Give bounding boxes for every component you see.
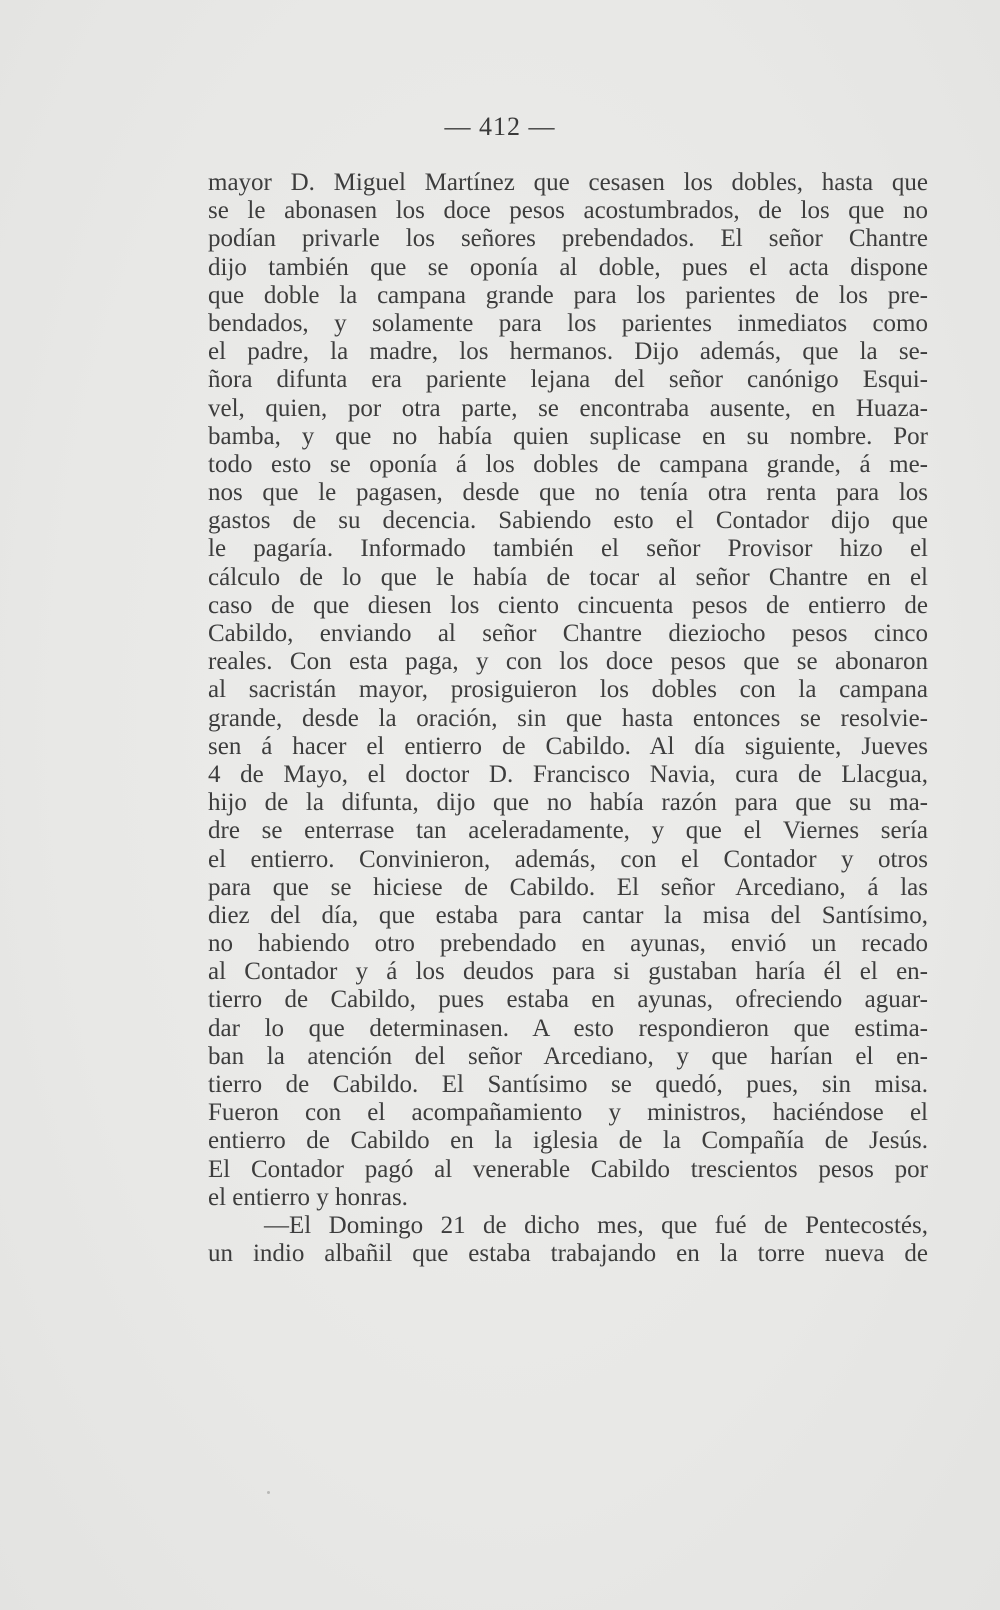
paragraph-start-line: —El Domingo 21 de dicho mes, que fué de Pentecostés, [264,1211,928,1239]
text-line: vel, quien, por otra parte, se encontraba ausente, en Huaza- [208,394,928,422]
text-line: ñora difunta era pariente lejana del señor canónigo Esqui- [208,366,928,394]
text-line: no habiendo otro prebendado en ayunas, envió un recado [208,930,928,958]
text-line: se le abonasen los doce pesos acostumbrados, de los que no [208,197,928,225]
text-line: podían privarle los señores prebendados. El señor Chantre [208,225,928,253]
text-line: reales. Con esta paga, y con los doce pesos que se abonaron [208,648,928,676]
paragraph-end-line: el entierro y honras. [208,1183,408,1211]
text-line: mayor D. Miguel Martínez que cesasen los dobles, hasta que [208,169,928,196]
text-line: 4 de Mayo, el doctor D. Francisco Navia, cura de Llacgua, [208,760,928,788]
text-line: dar lo que determinasen. A esto respondieron que estima- [208,1014,928,1042]
text-line: bamba, y que no había quien suplicase en su nombre. Por [208,422,928,450]
text-line: un indio albañil que estaba trabajando en la torre nueva de [208,1240,928,1268]
text-line: que doble la campana grande para los parientes de los pre- [208,281,928,309]
text-line: caso de que diesen los ciento cincuenta pesos de entierro de [208,591,928,619]
text-line: Cabildo, enviando al señor Chantre dieziocho pesos cinco [208,620,928,647]
text-line: le pagaría. Informado también el señor Provisor hizo el [208,535,928,563]
text-line: cálculo de lo que le había de tocar al señor Chantre en el [208,563,928,591]
text-line: diez del día, que estaba para cantar la misa del Santísimo, [208,901,928,929]
text-line: el padre, la madre, los hermanos. Dijo además, que la se- [208,338,928,366]
paper-speck [267,1491,270,1494]
text-line: Fueron con el acompañamiento y ministros, haciéndose el [208,1099,928,1127]
text-line: el entierro. Convinieron, además, con el Contador y otros [208,845,928,873]
text-line: al sacristán mayor, prosiguieron los dobles con la campana [208,676,928,704]
text-line: grande, desde la oración, sin que hasta entonces se resolvie- [208,704,928,732]
text-line: entierro de Cabildo en la iglesia de la Compañía de Jesús. [208,1127,928,1155]
text-line: sen á hacer el entierro de Cabildo. Al día siguiente, Jueves [208,732,928,760]
text-line: El Contador pagó al venerable Cabildo trescientos pesos por [208,1155,928,1183]
text-line: tierro de Cabildo, pues estaba en ayunas, ofreciendo aguar- [208,986,928,1014]
text-line: bendados, y solamente para los parientes inmediatos como [208,309,928,337]
text-line: ban la atención del señor Arcediano, y que harían el en- [208,1042,928,1070]
body-text [208,169,928,1268]
text-line: al Contador y á los deudos para si gustaban haría él el en- [208,958,928,986]
page-number: — 412 — [444,112,556,141]
text-line: gastos de su decencia. Sabiendo esto el Contador dijo que [208,507,928,535]
text-line: dijo también que se oponía al doble, pues el acta dispone [208,253,928,281]
text-line: tierro de Cabildo. El Santísimo se quedó, pues, sin misa. [208,1071,928,1098]
text-line: todo esto se oponía á los dobles de campana grande, á me- [208,450,928,478]
text-line: dre se enterrase tan aceleradamente, y que el Viernes sería [208,817,928,845]
text-line: nos que le pagasen, desde que no tenía otra renta para los [208,479,928,507]
text-line: hijo de la difunta, dijo que no había razón para que su ma- [208,789,928,817]
text-line: para que se hiciese de Cabildo. El señor Arcediano, á las [208,873,928,901]
